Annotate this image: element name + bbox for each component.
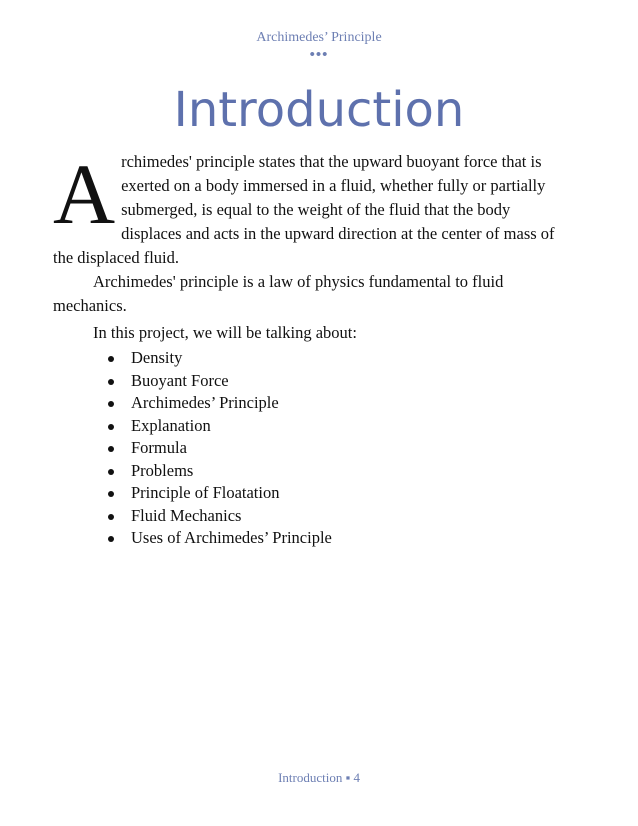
bullet-icon <box>108 356 114 362</box>
list-item <box>131 437 573 460</box>
list-item-label: Density <box>131 348 183 367</box>
list-item-label: Formula <box>131 438 187 457</box>
bullet-icon <box>108 379 114 385</box>
list-item <box>131 482 573 505</box>
law-paragraph: Archimedes' principle is a law of physics fundamental to fluid mechanics. <box>53 272 504 315</box>
list-item-label: Principle of Floatation <box>131 483 280 502</box>
bullet-icon <box>108 514 114 520</box>
intro-paragraph-text: rchimedes' principle states that the upward buoyant force that is exerted on a body immersed in a fluid, whether fully or partially submerged, is equal to the weight of the fluid that the body displaces and acts in the upward direction at the center of mass of the displaced fluid. <box>53 152 555 267</box>
body-text <box>53 146 573 550</box>
list-item-label: Buoyant Force <box>131 370 229 390</box>
list-item <box>131 347 573 370</box>
header-ornament: ••• <box>309 47 329 63</box>
list-item <box>131 415 573 438</box>
footer-separator: ▪ <box>345 770 351 785</box>
list-item-label: Archimedes’ Principle <box>131 393 279 412</box>
list-item <box>131 505 573 528</box>
drop-cap: A <box>53 146 116 242</box>
bullet-icon <box>108 401 114 407</box>
topics-list <box>53 347 573 550</box>
bullet-icon <box>108 491 114 497</box>
list-item <box>131 370 573 393</box>
bullet-icon <box>108 469 114 475</box>
list-item-label: Fluid Mechanics <box>131 505 242 525</box>
list-item-label: Problems <box>131 460 194 480</box>
page-number: 4 <box>353 770 360 785</box>
intro-paragraph <box>53 146 573 270</box>
list-item-label: Uses of Archimedes’ Principle <box>131 528 332 547</box>
bullet-icon <box>108 446 114 452</box>
list-item-label: Explanation <box>131 415 211 435</box>
bullet-icon <box>108 536 114 542</box>
page-footer <box>0 770 638 786</box>
topics-lead-in: In this project, we will be talking about: <box>93 323 357 342</box>
list-item <box>131 460 573 483</box>
list-item <box>131 527 573 550</box>
list-item <box>131 392 573 415</box>
bullet-icon <box>108 424 114 430</box>
page-title: Introduction <box>173 82 465 138</box>
footer-section: Introduction <box>278 770 343 785</box>
running-header: Archimedes’ Principle <box>256 30 382 45</box>
